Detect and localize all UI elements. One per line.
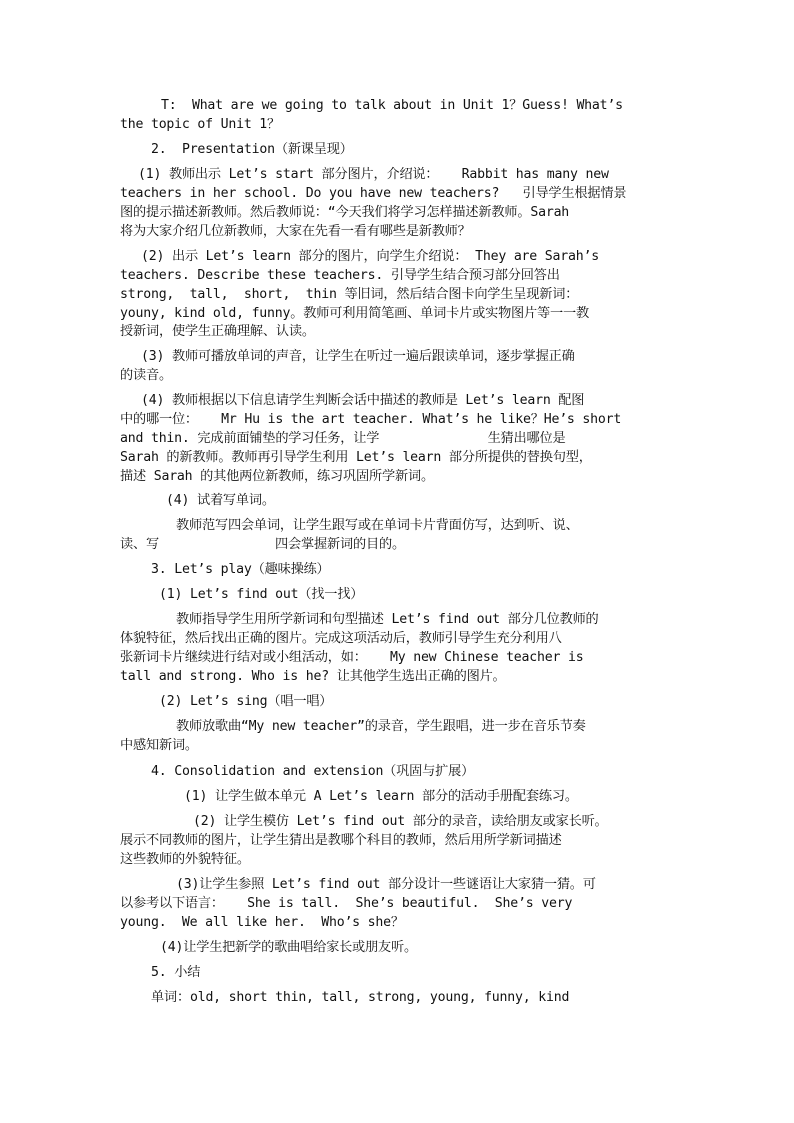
text-line: teachers. Describe these teachers. 引导学生结合预习部分回答出 [120,268,560,283]
section-heading: 2. Presentation（新课呈现） [151,142,353,157]
text-line: (2) 出示 Let’s learn 部分的图片，向学生介绍说： They are Sarah’s [141,249,599,264]
text-line: 体貌特征，然后找出正确的图片。完成这项活动后，教师引导学生充分利用八 [120,631,562,646]
text-line: (4) 教师根据以下信息请学生判断会话中描述的教师是 Let’s learn 配图 [141,393,585,408]
text-line: 展示不同教师的图片，让学生猜出是教哪个科目的教师，然后用所学新词描述 [120,833,562,848]
text-line: 描述 Sarah 的其他两位新教师，练习巩固所学新词。 [120,469,434,484]
text-line: (4) 试着写单词。 [166,493,275,508]
text-line: and thin. 完成前面铺垫的学习任务，让学 生猜出哪位是 [120,431,566,446]
section-heading: 5. 小结 [151,965,201,980]
text-line: 中感知新词。 [120,738,198,753]
text-line: 中的哪一位： Mr Hu is the art teacher. What’s he like？He’s short [120,412,622,427]
text-line: (3)让学生参照 Let’s find out 部分设计一些谜语让大家猜一猜。可 [176,877,596,892]
text-line: young. We all like her. Who’s she？ [120,915,404,930]
text-line: youny, kind old, funny。教师可利用简笔画、单词卡片或实物图片等一一教 [120,306,589,321]
text-line: tall and strong. Who is he? 让其他学生选出正确的图片。 [120,669,506,684]
text-line: Sarah 的新教师。教师再引导学生利用 Let’s learn 部分所提供的替换句型， [120,450,592,465]
text-line: 将为大家介绍几位新教师，大家在先看一看有哪些是新教师？ [120,224,471,239]
text-line: 以参考以下语言： She is tall. She’s beautiful. She’s very [120,896,573,911]
text-line: (3) 教师可播放单词的声音，让学生在听过一遍后跟读单词，逐步掌握正确 [141,349,575,364]
text-line: strong, tall, short, thin 等旧词，然后结合图卡向学生呈现新词： [120,287,579,302]
text-line: (1) Let’s find out（找一找） [159,587,364,602]
text-line: 教师放歌曲“My new teacher”的录音，学生跟唱，进一步在音乐节奏 [176,719,586,734]
text-line: (2) Let’s sing（唱一唱） [159,694,333,709]
text-line: 的读音。 [120,368,172,383]
text-line: (1) 教师出示 Let’s start 部分图片，介绍说： Rabbit has many new [138,167,609,182]
text-line: 这些教师的外貌特征。 [120,852,250,867]
text-line: T: What are we going to talk about in Unit 1？Guess! What’s [161,98,623,113]
text-line: 读、写 四会掌握新词的目的。 [120,537,405,552]
section-heading: 3. Let’s play（趣味操练） [151,562,330,577]
text-line: 授新词，使学生正确理解、认读。 [120,324,315,339]
text-line: (1) 让学生做本单元 A Let’s learn 部分的活动手册配套练习。 [184,789,578,804]
text-line: 图的提示描述新教师。然后教师说：“今天我们将学习怎样描述新教师。Sarah [120,205,570,220]
text-line: (2) 让学生模仿 Let’s find out 部分的录音，读给朋友或家长听。 [193,814,608,829]
text-line: (4)让学生把新学的歌曲唱给家长或朋友听。 [160,940,417,955]
text-line: 教师指导学生用所学新词和句型描述 Let’s find out 部分几位教师的 [176,612,599,627]
text-line: 单词：old, short thin, tall, strong, young, funny, kind [151,990,570,1005]
text-line: teachers in her school. Do you have new teachers? 引导学生根据情景 [120,186,627,201]
text-line: 教师范写四会单词，让学生跟写或在单词卡片背面仿写，达到听、说、 [176,518,579,533]
text-line: the topic of Unit 1？ [120,117,281,132]
section-heading: 4. Consolidation and extension（巩固与扩展） [151,764,475,779]
text-line: 张新词卡片继续进行结对或小组活动，如： My new Chinese teacher is [120,650,584,665]
